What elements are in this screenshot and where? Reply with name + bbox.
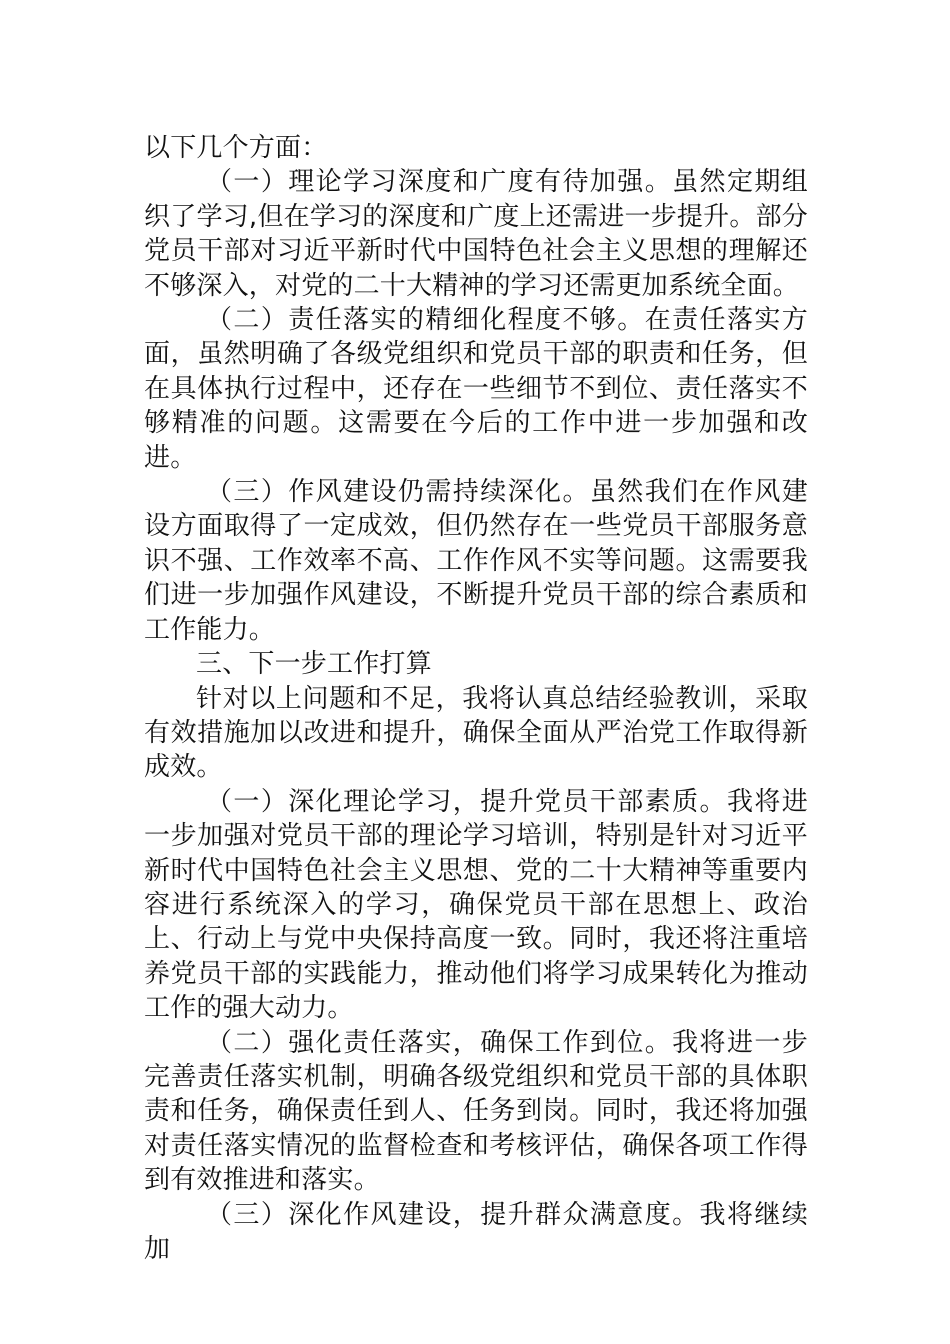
paragraph-continuation: 以下几个方面： [144,133,328,163]
paragraph-issue-2: （二）责任落实的精细化程度不够。在责任落实方面，虽然明确了各级党组织和党员干部的职责和任务，但在具体执行过程中，还存在一些细节不到位、责任落实不够精准的问题。这需要在今后的工作中进一步加强和改进。 [144,305,808,473]
paragraph-plan-1: （一）深化理论学习，提升党员干部素质。我将进一步加强对党员干部的理论学习培训，特别是针对习近平新时代中国特色社会主义思想、党的二十大精神等重要内容进行系统深入的学习，确保党员干部在思想上、政治上、行动上与党中央保持高度一致。同时，我还将注重培养党员干部的实践能力，推动他们将学习成果转化为推动工作的强大动力。 [144,786,808,1024]
section-heading-next-steps: 三、下一步工作打算 [196,649,432,680]
paragraph-plan-2: （二）强化责任落实，确保工作到位。我将进一步完善责任落实机制，明确各级党组织和党员干部的具体职责和任务，确保责任到人、任务到岗。同时，我还将加强对责任落实情况的监督检查和考核评估，确保各项工作得到有效推进和落实。 [144,1027,808,1196]
document-body [144,131,808,1266]
paragraph-plan-3: （三）深化作风建设，提升群众满意度。我将继续加 [144,1199,808,1264]
paragraph-issue-3: （三）作风建设仍需持续深化。虽然我们在作风建设方面取得了一定成效，但仍然存在一些党员干部服务意识不强、工作效率不高、工作作风不实等问题。这需要我们进一步加强作风建设，不断提升党员干部的综合素质和工作能力。 [144,477,808,645]
paragraph-next-steps-intro: 针对以上问题和不足，我将认真总结经验教训，采取有效措施加以改进和提升，确保全面从严治党工作取得新成效。 [144,683,808,783]
paragraph-issue-1: （一）理论学习深度和广度有待加强。虽然定期组织了学习,但在学习的深度和广度上还需进一步提升。部分党员干部对习近平新时代中国特色社会主义思想的理解还不够深入，对党的二十大精神的学习还需更加系统全面。 [144,167,808,301]
